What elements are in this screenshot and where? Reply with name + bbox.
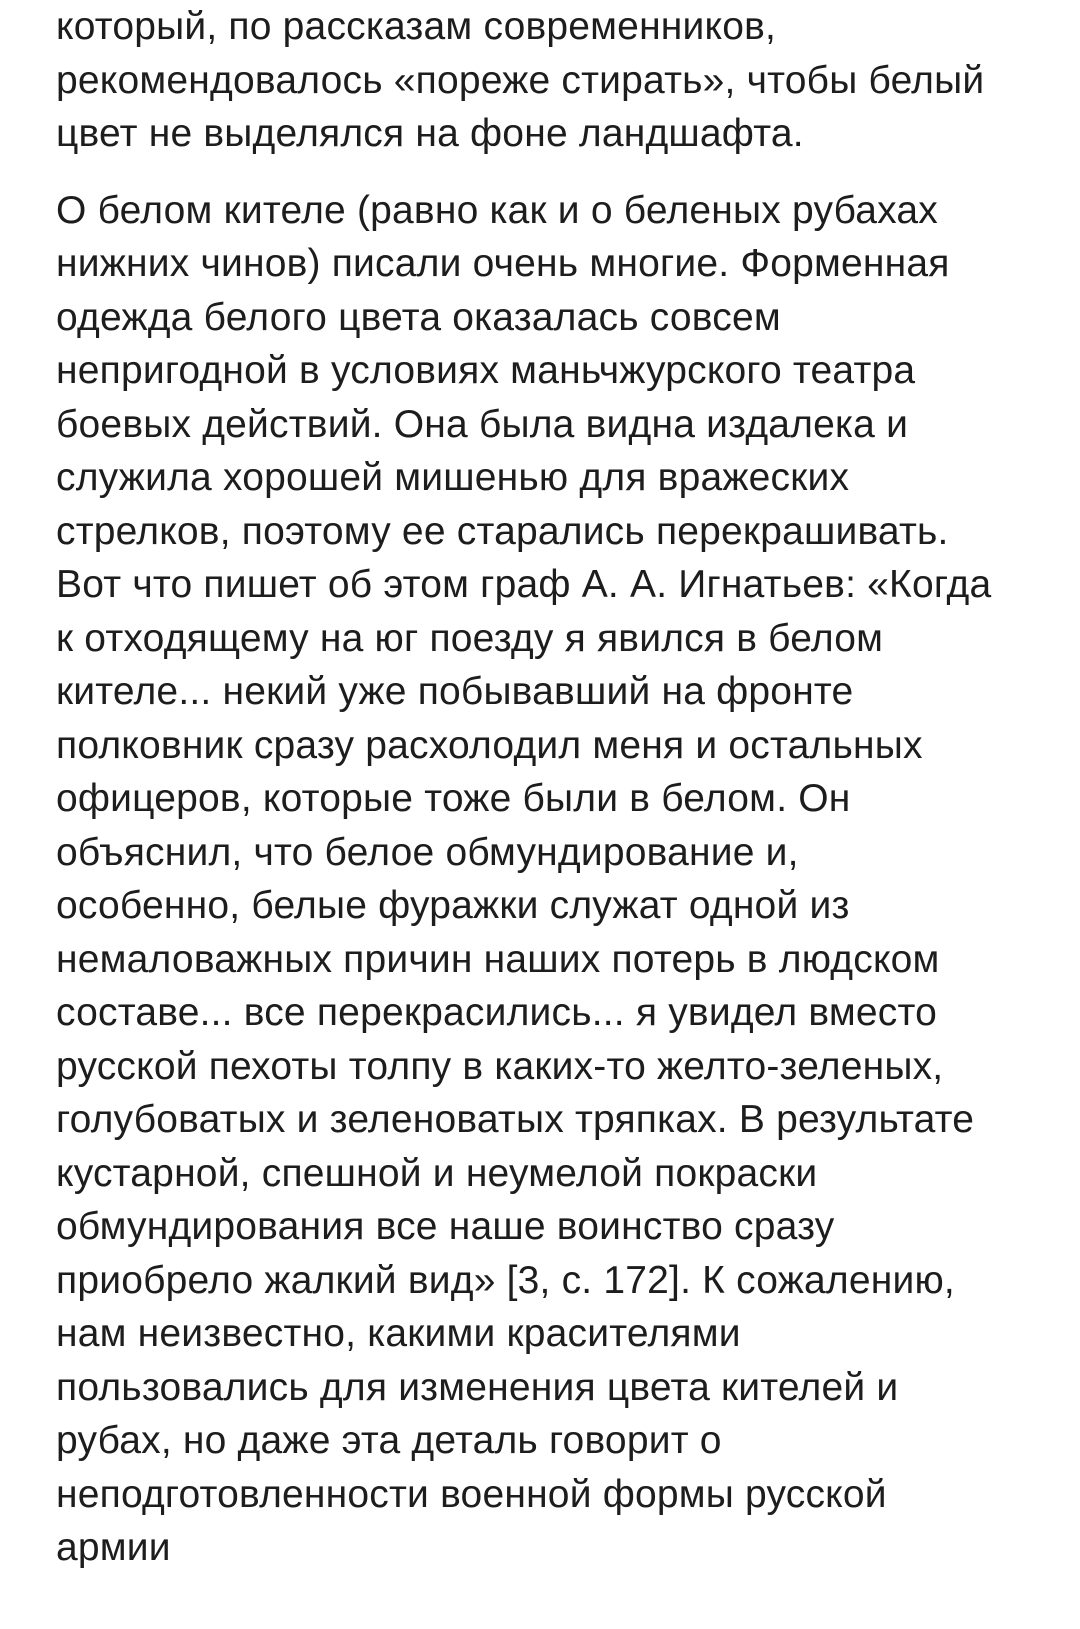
text-line: который, по рассказам современников, <box>56 5 777 48</box>
text-line: О белом кителе (равно как и о беленых рубахах <box>56 188 938 232</box>
text-line: Вот что пишет об этом граф А. А. Игнатьев: «Когда <box>56 563 992 606</box>
text-line: нижних чинов) писали очень многие. Форменная <box>56 242 950 285</box>
text-line: армии <box>56 1526 171 1569</box>
text-line: голубоватых и зеленоватых тряпках. В результате <box>56 1098 975 1141</box>
text-line: особенно, белые фуражки служат одной из <box>56 884 850 927</box>
text-line: к отходящему на юг поезду я явился в белом <box>56 616 884 660</box>
text-line: обмундирования все наше воинство сразу <box>56 1205 835 1248</box>
text-line: кителе... некий уже побывавший на фронте <box>56 670 854 713</box>
text-line: полковник сразу расхолодил меня и остальных <box>56 723 923 767</box>
text-line: пользовались для изменения цвета кителей и <box>56 1365 899 1409</box>
text-line: рекомендовалось «пореже стирать», чтобы белый <box>56 58 985 102</box>
text-line: непригодной в условиях маньчжурского театра <box>56 349 916 392</box>
article-body <box>56 0 1016 1575</box>
text-line: цвет не выделялся на фоне ландшафта. <box>56 112 804 155</box>
text-line: стрелков, поэтому ее старались перекрашивать. <box>56 509 949 553</box>
text-line: русской пехоты толпу в каких-то желто-зеленых, <box>56 1044 944 1088</box>
text-line: боевых действий. Она была видна издалека и <box>56 402 909 446</box>
text-line: немаловажных причин наших потерь в людском <box>56 937 940 981</box>
paragraph-gap <box>56 161 1016 184</box>
text-line: неподготовленности военной формы русской <box>56 1472 887 1516</box>
text-line: нам неизвестно, какими красителями <box>56 1312 741 1355</box>
paragraph-1 <box>56 0 1016 161</box>
text-line: служила хорошей мишенью для вражеских <box>56 456 850 499</box>
text-line: составе... все перекрасились... я увидел вместо <box>56 991 937 1034</box>
paragraph-2 <box>56 184 1016 1575</box>
text-line: кустарной, спешной и неумелой покраски <box>56 1151 818 1195</box>
text-line: одежда белого цвета оказалась совсем <box>56 295 781 339</box>
text-line: приобрело жалкий вид» [3, с. 172]. К сожалению, <box>56 1258 955 1302</box>
text-line: офицеров, которые тоже были в белом. Он <box>56 777 851 820</box>
text-line: объяснил, что белое обмундирование и, <box>56 830 799 874</box>
text-line: рубах, но даже эта деталь говорит о <box>56 1419 722 1462</box>
